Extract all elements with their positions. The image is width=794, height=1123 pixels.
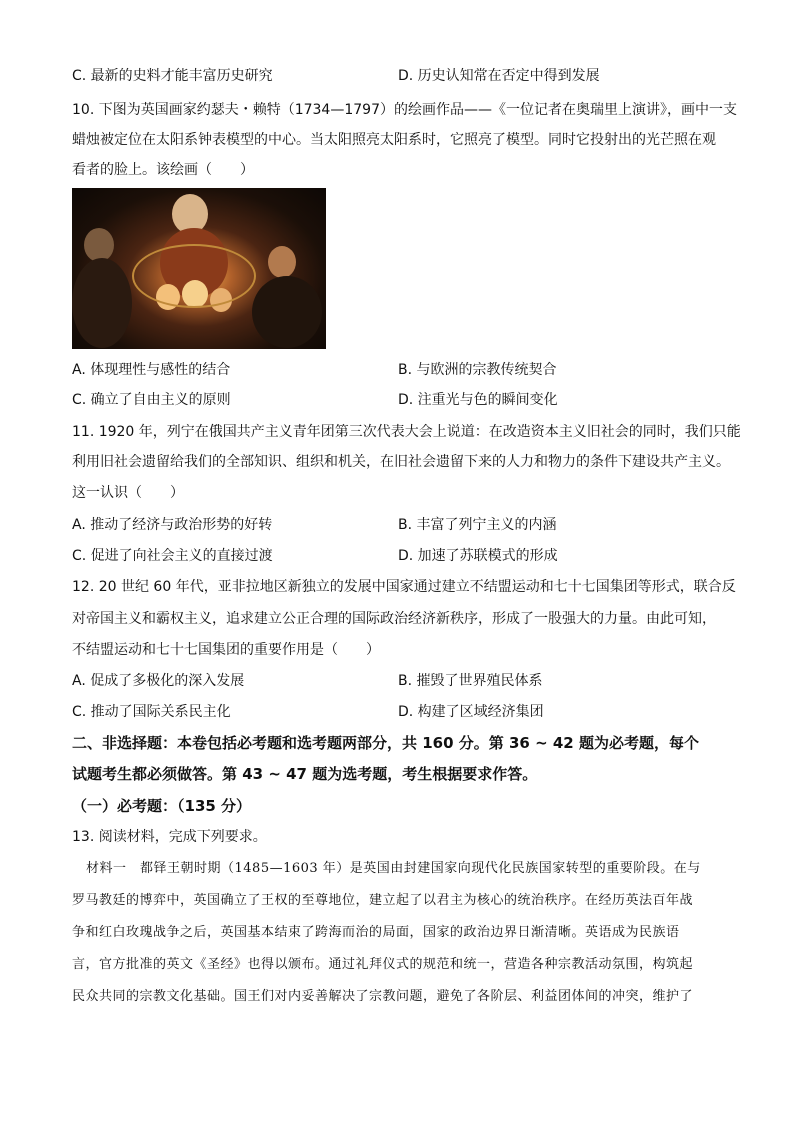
q11-option-a: A. 推动了经济与政治形势的好转 <box>72 517 273 533</box>
material-1-line-2: 罗马教廷的博弈中，英国确立了王权的至尊地位，建立起了以君主为核心的统治秩序。在经历英法百年战 <box>72 893 694 908</box>
material-1-line-5: 民众共同的宗教文化基础。国王们对内妥善解决了宗教问题，避免了各阶层、利益团体间的冲突，维护了 <box>72 989 694 1004</box>
q12-stem-line-1: 12. 20 世纪 60 年代，亚非拉地区新独立的发展中国家通过建立不结盟运动和七十七国集团等形式，联合反 <box>72 579 736 595</box>
q12-option-d: D. 构建了区域经济集团 <box>398 704 544 720</box>
q12-stem-line-2: 对帝国主义和霸权主义，追求建立公正合理的国际政治经济新秩序，形成了一股强大的力量。由此可知， <box>72 611 716 627</box>
orrery-painting-image <box>72 188 326 349</box>
q11-stem-line-3: 这一认识（ ） <box>72 485 184 501</box>
material-1-line-1: 材料一 都铎王朝时期（1485—1603 年）是英国由封建国家向现代化民族国家转型的重要阶段。在与 <box>86 861 701 876</box>
q11-stem-line-1: 11. 1920 年，列宁在俄国共产主义青年团第三次代表大会上说道：在改造资本主义旧社会的同时，我们只能 <box>72 424 741 440</box>
section-2-heading-line-1: 二、非选择题：本卷包括必考题和选考题两部分，共 160 分。第 36 ~ 42 题为必考题，每个 <box>72 734 699 752</box>
q11-option-c: C. 促进了向社会主义的直接过渡 <box>72 548 273 564</box>
q9-option-d: D. 历史认知常在否定中得到发展 <box>398 68 600 84</box>
q12-option-a: A. 促成了多极化的深入发展 <box>72 673 245 689</box>
q10-option-b: B. 与欧洲的宗教传统契合 <box>398 362 557 378</box>
q11-option-d: D. 加速了苏联模式的形成 <box>398 548 558 564</box>
q10-stem-line-3: 看者的脸上。该绘画（ ） <box>72 162 254 178</box>
section-2-heading-line-2: 试题考生都必须做答。第 43 ~ 47 题为选考题，考生根据要求作答。 <box>72 765 538 783</box>
q10-option-a: A. 体现理性与感性的结合 <box>72 362 231 378</box>
q11-option-b: B. 丰富了列宁主义的内涵 <box>398 517 557 533</box>
q11-stem-line-2: 利用旧社会遗留给我们的全部知识、组织和机关，在旧社会遗留下来的人力和物力的条件下建设共产主义。 <box>72 454 730 470</box>
q12-option-b: B. 摧毁了世界殖民体系 <box>398 673 543 689</box>
required-questions-heading: （一）必考题：（135 分） <box>72 797 252 815</box>
q12-option-c: C. 推动了国际关系民主化 <box>72 704 231 720</box>
q10-option-d: D. 注重光与色的瞬间变化 <box>398 392 558 408</box>
material-1-line-4: 言，官方批准的英文《圣经》也得以颁布。通过礼拜仪式的规范和统一，营造各种宗教活动氛围，构筑起 <box>72 957 694 972</box>
q12-stem-line-3: 不结盟运动和七十七国集团的重要作用是（ ） <box>72 642 380 658</box>
material-1-line-3: 争和红白玫瑰战争之后，英国基本结束了跨海而治的局面，国家的政治边界日渐清晰。英语成为民族语 <box>72 925 680 940</box>
q10-stem-line-1: 10. 下图为英国画家约瑟夫・赖特（1734—1797）的绘画作品——《一位记者在奥瑞里上演讲》，画中一支 <box>72 102 737 118</box>
q13-stem: 13. 阅读材料，完成下列要求。 <box>72 829 267 845</box>
q9-option-c: C. 最新的史料才能丰富历史研究 <box>72 68 273 84</box>
q10-option-c: C. 确立了自由主义的原则 <box>72 392 231 408</box>
q10-stem-line-2: 蜡烛被定位在太阳系钟表模型的中心。当太阳照亮太阳系时，它照亮了模型。同时它投射出的光芒照在观 <box>72 132 716 148</box>
